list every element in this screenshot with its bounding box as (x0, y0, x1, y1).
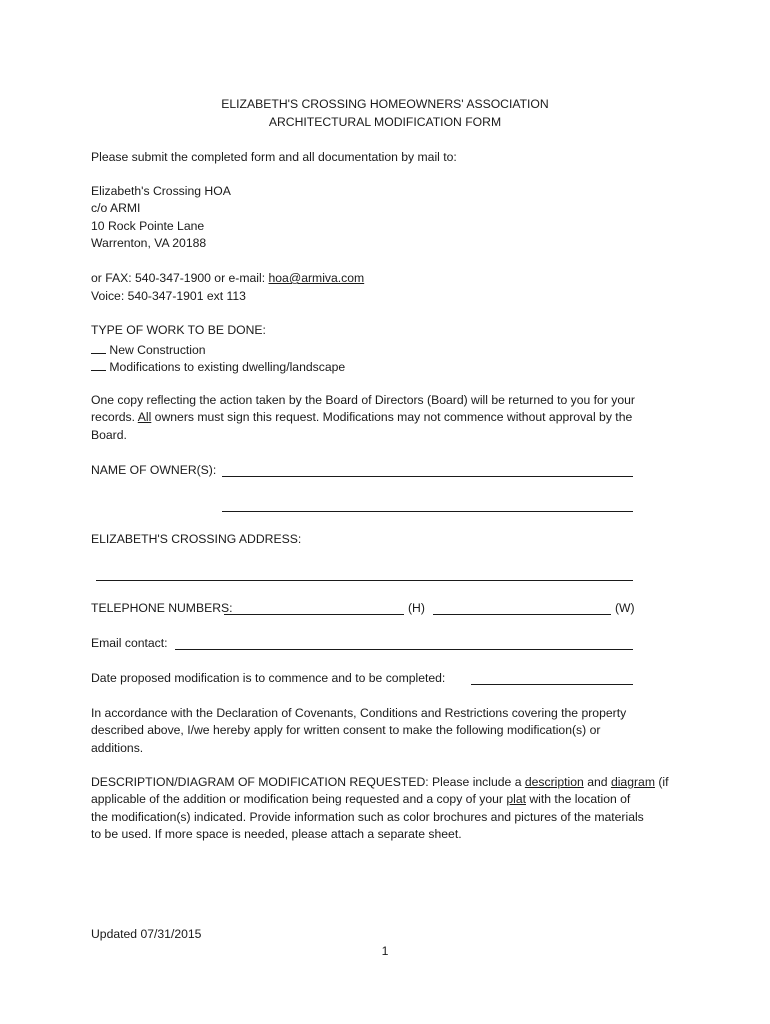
mailing-address-line1: Elizabeth's Crossing HOA (91, 184, 231, 198)
description-text: DESCRIPTION/DIAGRAM OF MODIFICATION REQUESTED: Please include a (91, 775, 525, 789)
email-contact-line[interactable] (175, 649, 633, 650)
voice-line: Voice: 540-347-1901 ext 113 (91, 289, 246, 303)
plat-underlined: plat (506, 792, 526, 807)
covenant-paragraph (91, 705, 681, 757)
owner-name-line2[interactable] (222, 511, 633, 512)
work-phone-line[interactable] (433, 614, 611, 615)
owner-name-label: NAME OF OWNER(S): (91, 463, 217, 477)
description-line1 (91, 774, 681, 791)
crossing-address-line[interactable] (96, 580, 633, 581)
home-phone-marker: (H) (408, 601, 425, 615)
description-text-and: and (583, 775, 611, 789)
description-line3: the modification(s) indicated. Provide information such as color brochures and pictures of the materials (91, 809, 644, 824)
home-phone-line[interactable] (224, 614, 404, 615)
updated-date: Updated 07/31/2015 (91, 927, 202, 941)
work-type-option-new (91, 341, 206, 357)
fax-email-line (91, 271, 364, 285)
board-note-line2 (91, 409, 681, 426)
fax-text: or FAX: 540-347-1900 or e-mail: (91, 271, 269, 285)
form-title-line1: ELIZABETH'S CROSSING HOMEOWNERS' ASSOCIATION (221, 97, 549, 111)
crossing-address-label: ELIZABETH'S CROSSING ADDRESS: (91, 532, 302, 546)
board-note (91, 392, 681, 444)
new-construction-checkbox-blank[interactable] (91, 341, 106, 354)
work-type-heading: TYPE OF WORK TO BE DONE: (91, 323, 266, 337)
description-text-2b: with the location of (525, 792, 631, 807)
mailing-address-line3: 10 Rock Pointe Lane (91, 219, 205, 233)
board-note-line3: Board. (91, 427, 127, 442)
modifications-checkbox-blank[interactable] (91, 358, 106, 371)
telephone-label: TELEPHONE NUMBERS: (91, 601, 233, 615)
new-construction-label: New Construction (109, 343, 206, 357)
description-text-if: (if (654, 775, 669, 789)
board-note-text: records. (91, 410, 138, 425)
form-title-line2: ARCHITECTURAL MODIFICATION FORM (268, 115, 502, 129)
mailing-address-line2: c/o ARMI (91, 201, 141, 215)
covenant-line2: described above, I/we hereby apply for written consent to make the following modification(s) or (91, 723, 601, 738)
page-number: 1 (381, 944, 389, 958)
date-label: Date proposed modification is to commence and to be completed: (91, 671, 446, 685)
description-text-2: applicable of the addition or modification being requested and a copy of your (91, 792, 507, 807)
description-line4: to be used. If more space is needed, please attach a separate sheet. (91, 827, 462, 842)
date-line[interactable] (471, 684, 633, 685)
work-type-option-modify (91, 358, 345, 374)
email-contact-label: Email contact: (91, 636, 168, 650)
description-paragraph (91, 774, 681, 844)
description-line2 (91, 791, 681, 808)
covenant-line3: additions. (91, 740, 144, 755)
work-phone-marker: (W) (615, 601, 635, 615)
board-note-text-rest: owners must sign this request. Modifications may not commence without approval by the (151, 410, 633, 425)
diagram-underlined: diagram (610, 775, 655, 789)
email-link[interactable]: hoa@armiva.com (268, 271, 365, 285)
submit-instructions: Please submit the completed form and all documentation by mail to: (91, 150, 457, 164)
board-note-line1: One copy reflecting the action taken by the Board of Directors (Board) will be returned to you for your (91, 393, 635, 407)
description-underlined: description (524, 775, 584, 789)
modifications-label: Modifications to existing dwelling/landscape (109, 360, 346, 374)
mailing-address-line4: Warrenton, VA 20188 (91, 236, 207, 250)
covenant-line1: In accordance with the Declaration of Covenants, Conditions and Restrictions covering the property (91, 706, 627, 720)
owner-name-line1[interactable] (222, 476, 633, 477)
all-underlined: All (137, 410, 152, 425)
